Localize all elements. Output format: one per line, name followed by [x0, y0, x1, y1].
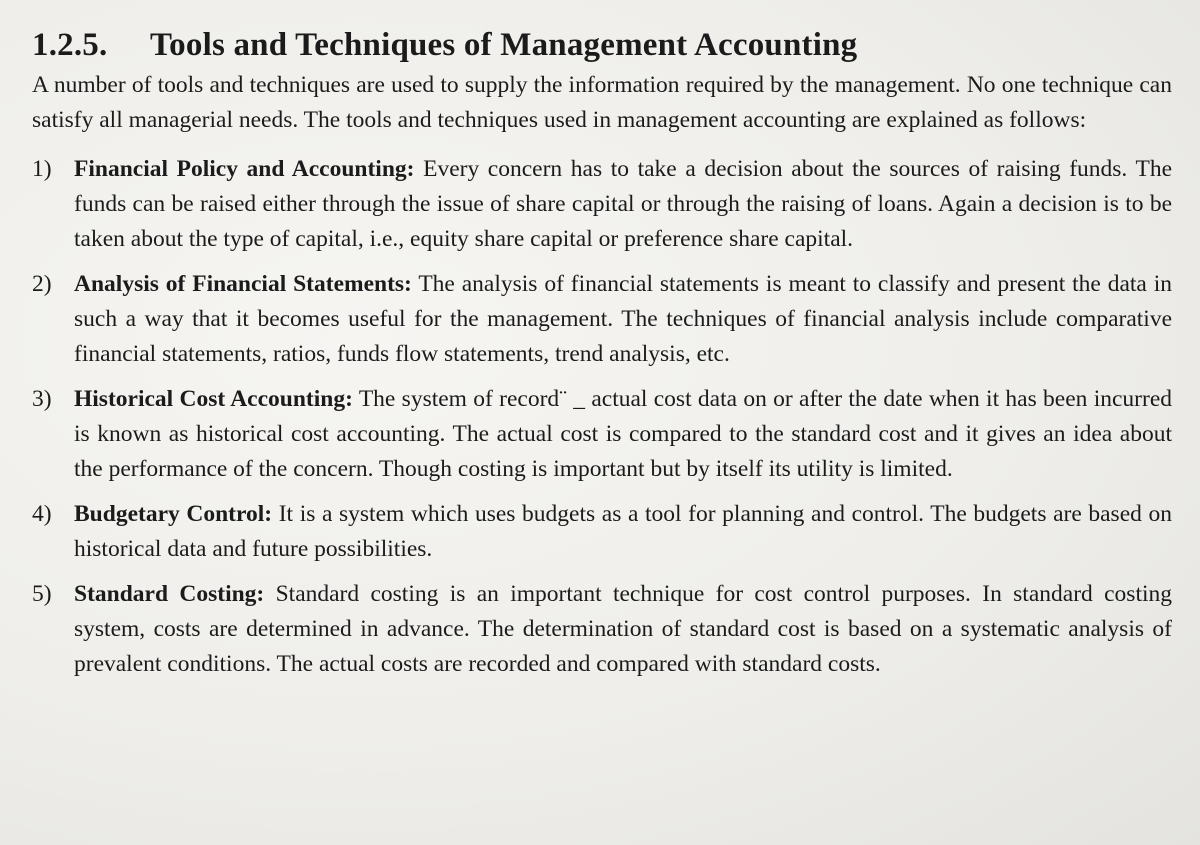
item-marker: 1)	[32, 156, 52, 182]
item-text: It is a system which uses budgets as a tool for planning and control. The budgets are based on historical data and future possibilities.	[74, 501, 1172, 562]
list-item	[32, 577, 1172, 682]
item-body	[74, 267, 1172, 372]
item-marker: 2)	[32, 271, 52, 297]
techniques-list	[32, 152, 1172, 682]
item-term: Standard Costing:	[74, 581, 265, 607]
list-item	[32, 497, 1172, 567]
document-page	[32, 24, 1172, 692]
intro-paragraph: A number of tools and techniques are used to supply the information required by the management. No one technique can satisfy all managerial needs. The tools and techniques used in management accounting are explained as follows:	[32, 72, 1172, 133]
section-number: 1.2.5.	[32, 27, 108, 63]
item-term: Budgetary Control:	[74, 501, 273, 527]
item-body	[74, 497, 1172, 567]
item-text: Standard costing is an important technique for cost control purposes. In standard costing system, costs are determined in advance. The determination of standard cost is based on a systematic analysis of prevalent conditions. The actual costs are recorded and compared with standard costs.	[74, 581, 1172, 677]
item-term: Historical Cost Accounting:	[74, 386, 353, 412]
list-item	[32, 267, 1172, 372]
item-text: The analysis of financial statements is meant to classify and present the data in such a way that it becomes useful for the management. The techniques of financial analysis include comparative financial statements, ratios, funds flow statements, trend analysis, etc.	[74, 271, 1172, 367]
item-text: The system of record¨ _ actual cost data on or after the date when it has been incurred is known as historical cost accounting. The actual cost is compared to the standard cost and it gives an idea about the performance of the concern. Though costing is important but by itself its utility is limited.	[74, 386, 1172, 482]
item-marker: 3)	[32, 386, 52, 412]
item-term: Analysis of Financial Statements:	[74, 271, 412, 297]
item-term: Financial Policy and Accounting:	[74, 156, 415, 182]
item-text: Every concern has to take a decision about the sources of raising funds. The funds can be raised either through the issue of share capital or through the raising of loans. Again a decision is to be taken about the type of capital, i.e., equity share capital or preference share capital.	[74, 156, 1173, 252]
section-title: Tools and Techniques of Management Accounting	[150, 27, 858, 63]
list-item	[32, 152, 1172, 257]
item-body	[74, 577, 1172, 682]
item-body	[74, 382, 1172, 487]
item-body	[74, 152, 1172, 257]
item-marker: 5)	[32, 581, 52, 607]
section-heading	[32, 24, 1172, 66]
list-item	[32, 382, 1172, 487]
item-marker: 4)	[32, 501, 52, 527]
